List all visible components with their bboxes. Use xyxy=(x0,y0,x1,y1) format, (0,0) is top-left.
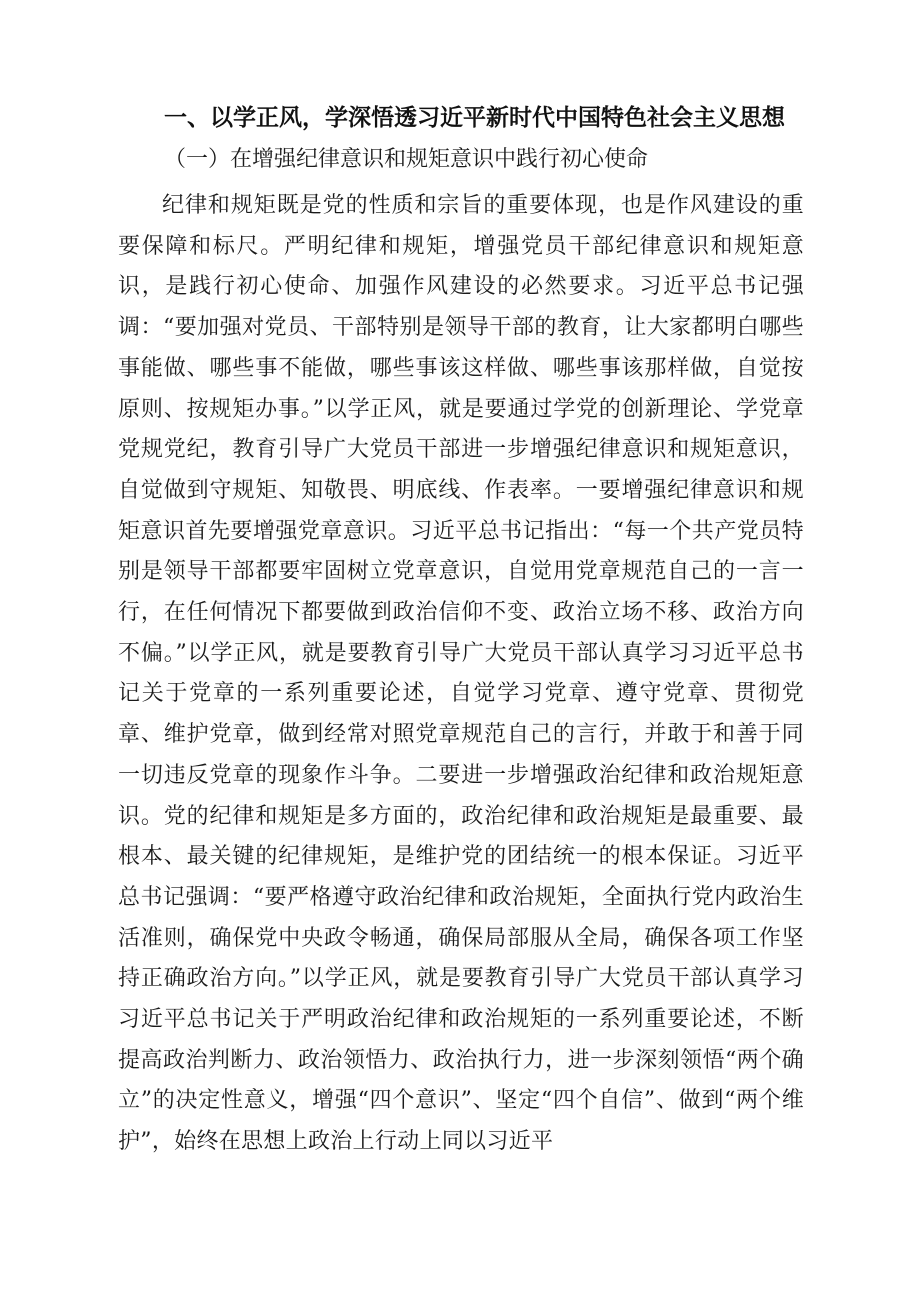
subsection-heading: （一）在增强纪律意识和规矩意识中践行初心使命 xyxy=(164,147,649,172)
section-heading: 一、以学正风，学深悟透习近平新时代中国特色社会主义思想 xyxy=(164,105,785,131)
body-paragraph: 纪律和规矩既是党的性质和宗旨的重要体现，也是作风建设的重要保障和标尺。严明纪律和规矩，增强党员干部纪律意识和规矩意识，是践行初心使命、加强作风建设的必然要求。习近平总书记强调：“要加强对党员、干部特别是领导干部的教育，让大家都明白哪些事能做、哪些事不能做，哪些事该这样做、哪些事该那样做，自觉按原则、按规矩办事。”以学正风，就是要通过学党的创新理论、学党章党规党纪，教育引导广大党员干部进一步增强纪律意识和规矩意识，自觉做到守规矩、知敬畏、明底线、作表率。一要增强纪律意识和规矩意识首先要增强党章意识。习近平总书记指出：“每一个共产党员特别是领导干部都要牢固树立党章意识，自觉用党章规范自己的一言一行，在任何情况下都要做到政治信仰不变、政治立场不移、政治方向不偏。”以学正风，就是要教育引导广大党员干部认真学习习近平总书记关于党章的一系列重要论述，自觉学习党章、遵守党章、贯彻党章、维护党章，做到经常对照党章规范自己的言行，并敢于和善于同一切违反党章的现象作斗争。二要进一步增强政治纪律和政治规矩意识。党的纪律和规矩是多方面的，政治纪律和政治规矩是最重要、最根本、最关键的纪律规矩，是维护党的团结统一的根本保证。习近平总书记强调：“要严格遵守政治纪律和政治规矩，全面执行党内政治生活准则，确保党中央政令畅通，确保局部服从全局，确保各项工作坚持正确政治方向。”以学正风，就是要教育引导广大党员干部认真学习习近平总书记关于严明政治纪律和政治规矩的一系列重要论述，不断提高政治判断力、政治领悟力、政治执行力，进一步深刻领悟“两个确立”的决定性意义，增强“四个意识”、坚定“四个自信”、做到“两个维护”，始终在思想上政治上行动上同以习近平 xyxy=(118,193,804,1155)
